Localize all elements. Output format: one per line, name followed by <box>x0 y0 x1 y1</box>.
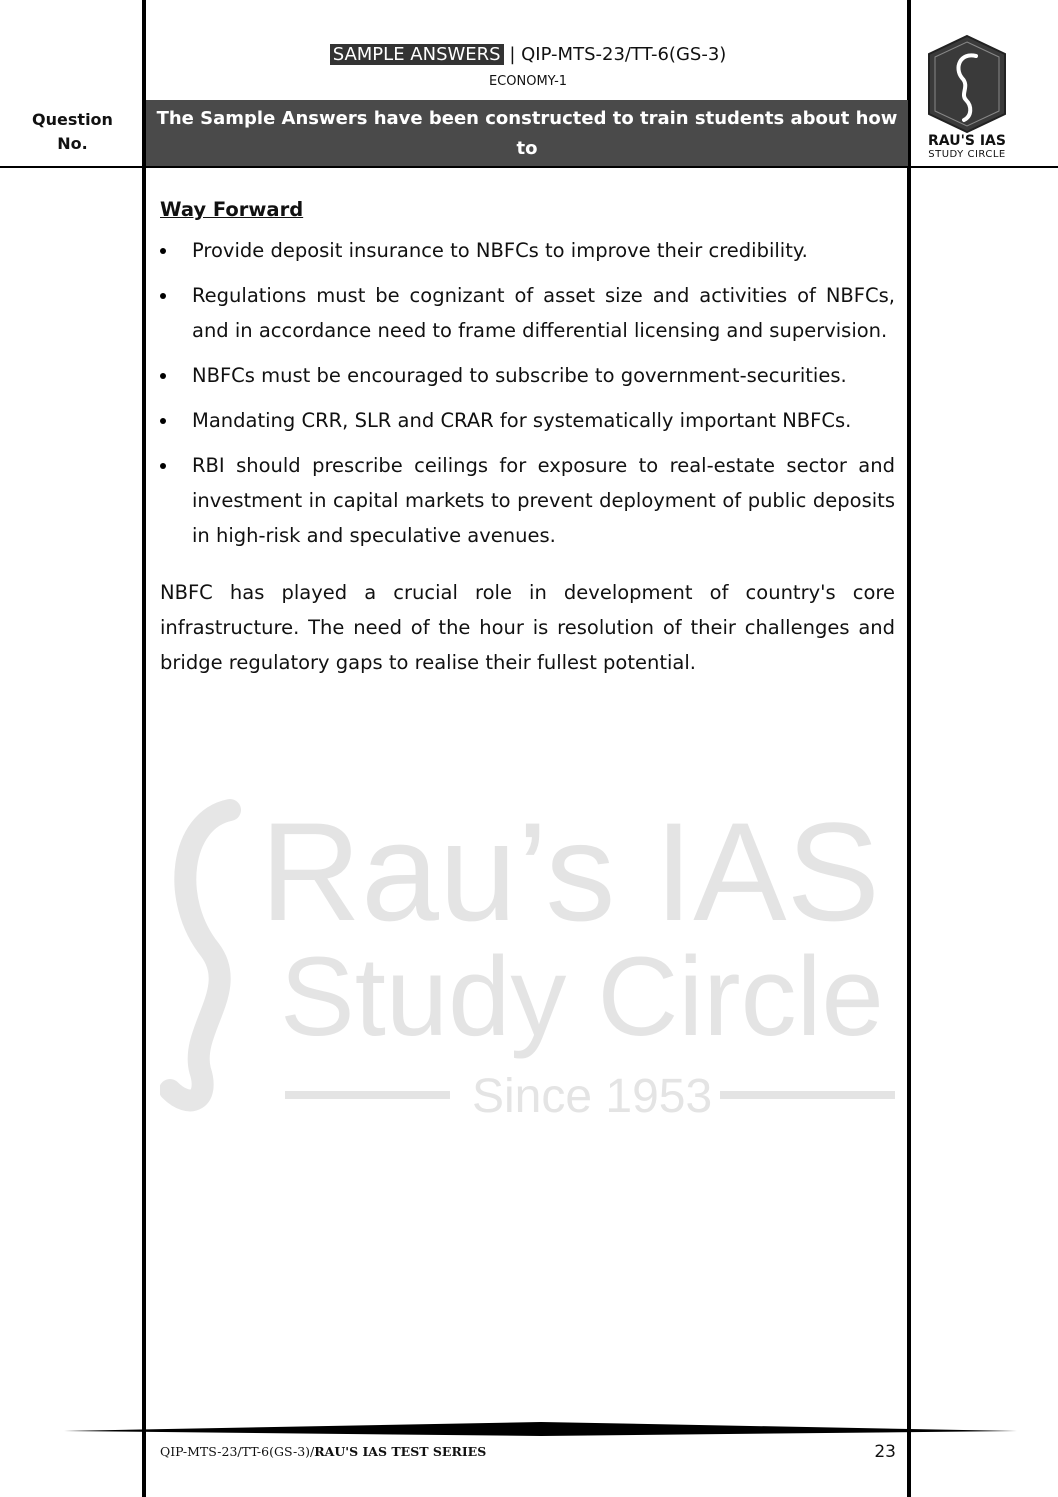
bullet-icon <box>160 248 166 254</box>
question-number-label: Question No. <box>32 110 113 153</box>
sample-answers-tag: SAMPLE ANSWERS <box>330 44 504 65</box>
way-forward-list <box>160 233 895 553</box>
test-code: QIP-MTS-23/TT-6(GS-3) <box>521 44 727 65</box>
watermark <box>160 790 900 1130</box>
left-margin-rule <box>142 0 146 1497</box>
bullet-icon <box>160 293 166 299</box>
footer-rule <box>64 1420 1018 1442</box>
subject-label: ECONOMY-1 <box>488 74 568 89</box>
right-margin-rule <box>907 0 911 1497</box>
svg-text:Rau’s IAS: Rau’s IAS <box>260 793 880 950</box>
logo-name: RAU'S IAS <box>928 133 1006 149</box>
list-item: RBI should prescribe ceilings for exposure to real-estate sector and investment in capital markets to prevent deployment of public deposits in high-risk and speculative avenues. <box>160 448 895 553</box>
list-item: Regulations must be cognizant of asset size and activities of NBFCs, and in accordance need to frame differential licensing and supervision. <box>160 278 895 348</box>
svg-text:Study Circle: Study Circle <box>280 934 884 1059</box>
bullet-icon <box>160 463 166 469</box>
list-item: Mandating CRR, SLR and CRAR for systematically important NBFCs. <box>160 403 895 438</box>
logo-subtitle: STUDY CIRCLE <box>928 149 1006 160</box>
page-number: 23 <box>874 1442 896 1462</box>
bullet-icon <box>160 373 166 379</box>
svg-text:Since 1953: Since 1953 <box>472 1070 713 1123</box>
instruction-banner: The Sample Answers have been constructed to train students about how to write relevant and succinct answers in exam condition. <box>146 100 908 166</box>
conclusion-paragraph: NBFC has played a crucial role in development of country's core infrastructure. The need of the hour is resolution of their challenges and bridge regulatory gaps to realise their fullest potential. <box>160 581 895 674</box>
section-heading: Way Forward <box>160 198 304 221</box>
list-item: NBFCs must be encouraged to subscribe to government-securities. <box>160 358 895 393</box>
raus-ias-logo-icon <box>926 34 1008 134</box>
footer-test-code: QIP-MTS-23/TT-6(GS-3)/RAU'S IAS TEST SERIES <box>160 1444 487 1459</box>
answer-content <box>160 192 895 680</box>
header-title: SAMPLE ANSWERS | QIP-MTS-23/TT-6(GS-3) <box>148 44 908 65</box>
bullet-icon <box>160 418 166 424</box>
list-item: Provide deposit insurance to NBFCs to improve their credibility. <box>160 233 895 268</box>
